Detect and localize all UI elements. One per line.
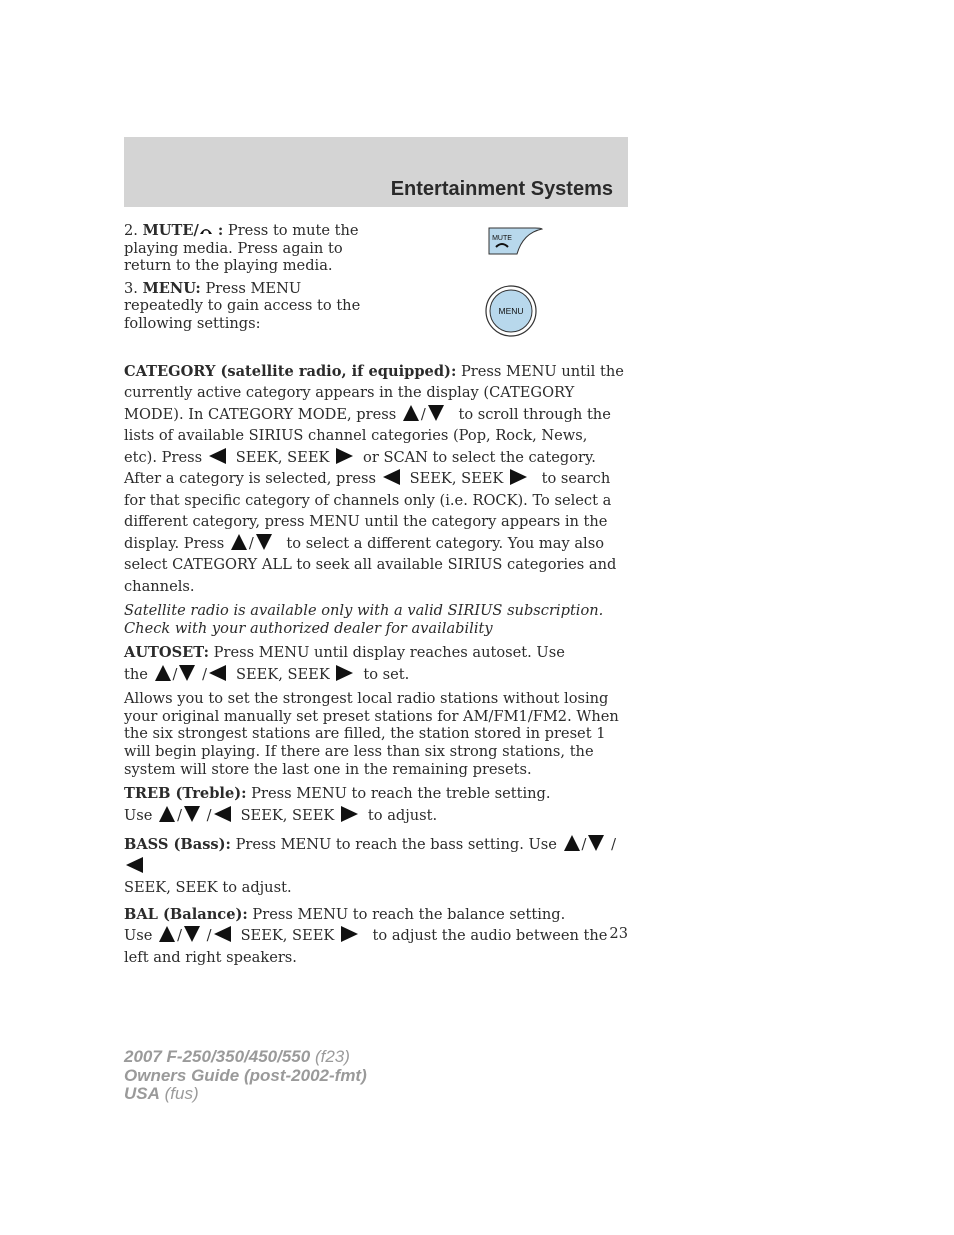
left-arrow-icon — [214, 806, 231, 822]
autoset-label: AUTOSET: — [124, 644, 210, 662]
down-arrow-icon — [588, 835, 604, 851]
menu-label: MENU: — [142, 279, 201, 297]
up-arrow-icon — [403, 405, 419, 421]
balance-label: BAL (Balance): — [124, 905, 248, 923]
left-arrow-icon — [209, 448, 226, 464]
up-arrow-icon — [231, 534, 247, 550]
left-arrow-icon — [383, 469, 400, 485]
left-arrow-icon — [126, 857, 143, 873]
right-arrow-icon — [341, 806, 358, 822]
down-arrow-icon — [179, 665, 195, 681]
menu-button-label: MENU — [498, 306, 524, 316]
autoset-paragraph: AUTOSET: Press MENU until display reaches autoset. Use the / / SEEK, SEEK to set. — [124, 644, 565, 683]
down-arrow-icon — [428, 405, 444, 421]
autoset-description: Allows you to set the strongest local radio stations without losing your original manually set preset stations for AM/FM1/FM2. When the six strongest stations are filled, the station stored in preset 1 will begin playing. If there are less than six strong stations, the system will store the last one in the remaining presets. — [124, 690, 619, 778]
left-arrow-icon — [209, 665, 226, 681]
page-content — [124, 222, 624, 973]
page-number: 23 — [609, 925, 628, 942]
subscription-note: Satellite radio is available only with a valid SIRIUS subscription. Check with your authorized dealer for availability — [124, 602, 604, 637]
menu-item: 3. MENU: Press MENU repeatedly to gain access to the following settings: — [124, 279, 361, 332]
mute-label: MUTE/ — [142, 222, 199, 239]
footer-line-3: USA (fus) — [124, 1084, 199, 1103]
balance-paragraph: BAL (Balance): Press MENU to reach the balance setting. Use / / SEEK, SEEK to adjust the audio between the left and right speakers. — [124, 905, 608, 966]
right-arrow-icon — [510, 469, 527, 485]
category-paragraph: CATEGORY (satellite radio, if equipped): Press MENU until the currently active category appears in the display (CATEGORY MODE). In CATEGORY MODE, press / to scroll through the lists of available SIRIUS channel categories (Pop, Rock, News, etc). Press SEEK, SEEK or SCAN to select the category. After a category is selected, press SEEK, SEEK to search for that specific category of channels only (i.e. ROCK). To select a different category, press MENU until the category appears in the display. Press / to select a different category. You may also select CATEGORY ALL to seek all available SIRIUS categories and channels. — [124, 362, 624, 595]
right-arrow-icon — [336, 665, 353, 681]
up-arrow-icon — [159, 806, 175, 822]
footer-line-1: 2007 F-250/350/450/550 (f23) — [124, 1047, 350, 1066]
category-label: CATEGORY (satellite radio, if equipped): — [124, 362, 457, 380]
up-arrow-icon — [159, 926, 175, 942]
down-arrow-icon — [184, 926, 200, 942]
treble-label: TREB (Treble): — [124, 785, 247, 803]
bass-paragraph: BASS (Bass): Press MENU to reach the bass setting. Use / / SEEK, SEEK to adjust. — [124, 836, 617, 897]
footer — [124, 1048, 367, 1104]
footer-line-2: Owners Guide (post-2002-fmt) — [124, 1065, 367, 1085]
mute-item: 2. MUTE/ : Press to mute the playing media. Press again to return to the playing media. — [124, 222, 359, 275]
down-arrow-icon — [184, 806, 200, 822]
bass-label: BASS (Bass): — [124, 836, 231, 854]
down-arrow-icon — [256, 534, 272, 550]
treble-paragraph: TREB (Treble): Press MENU to reach the treble setting. Use / / SEEK, SEEK to adjust. — [124, 785, 551, 824]
left-arrow-icon — [214, 926, 231, 942]
right-arrow-icon — [341, 926, 358, 942]
mute-button-label: MUTE — [492, 235, 512, 242]
phone-icon — [199, 226, 213, 235]
right-arrow-icon — [336, 448, 353, 464]
up-arrow-icon — [155, 665, 171, 681]
section-title: Entertainment Systems — [390, 178, 613, 200]
up-arrow-icon — [564, 835, 580, 851]
header-bar — [124, 137, 628, 207]
